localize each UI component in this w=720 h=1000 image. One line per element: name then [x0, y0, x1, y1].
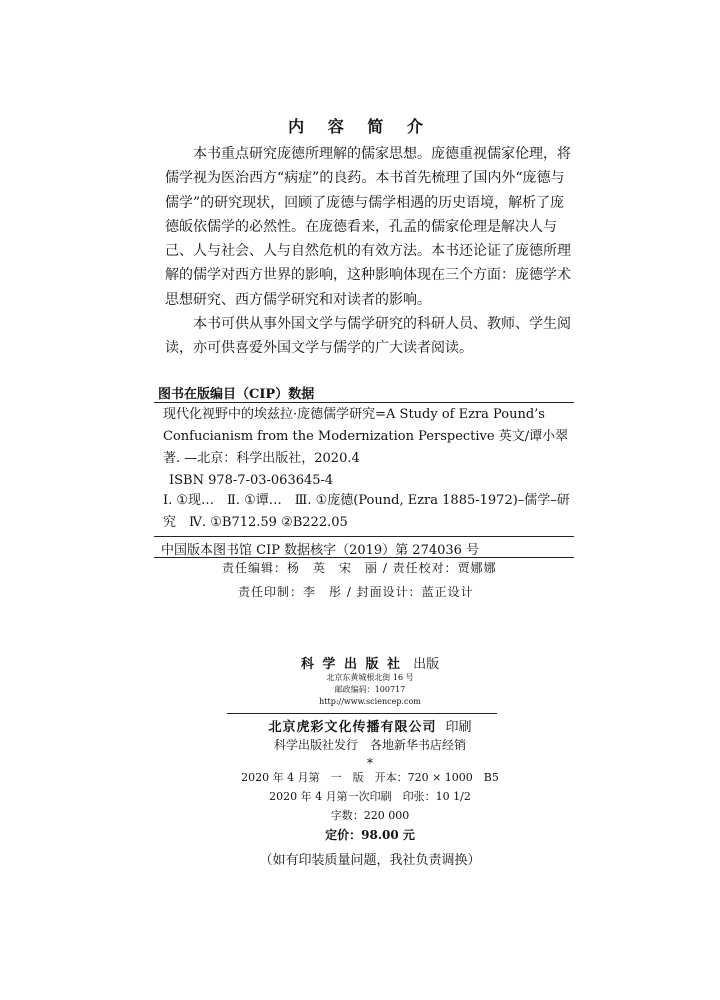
price-label: 定价： [325, 828, 362, 842]
cip-classification: Ⅰ. ①现… Ⅱ. ①谭… Ⅲ. ①庞德(Pound, Ezra 1885-1972)–儒学–研究 Ⅳ. ①B712.59 ②B222.05 [163, 493, 570, 530]
imprint-distribution: 科学出版社发行 各地新华书店经销 [273, 738, 466, 752]
imprint-printing: 2020 年 4 月第一次印刷 印张：10 1/2 [269, 790, 471, 803]
credits-production: 责任印制：李 彤 / 封面设计：蓝正设计 [238, 585, 474, 599]
cip-record: 现代化视野中的埃兹拉·庞德儒学研究=A Study of Ezra Pound’s Confucianism from the Modernization Perspective 英文/谭小翠著. —北京：科学出版社，2020.4 [163, 407, 569, 466]
summary-body [165, 142, 575, 361]
publisher-suffix: 出版 [413, 657, 440, 672]
summary-paragraph-1: 本书重点研究庞德所理解的儒家思想。庞德重视儒家伦理，将儒学视为医治西方“病症”的良药。本书首先梳理了国内外“庞德与儒学”的研究现状，回顾了庞德与儒学相遇的历史语境，解析了庞德皈依儒学的必然性。在庞德看来，孔孟的儒家伦理是解决人与己、人与社会、人与自然危机的有效方法。本书还论证了庞德所理解的儒学对西方世界的影响，这种影响体现在三个方面：庞德学术思想研究、西方儒学研究和对读者的影响。 [165, 146, 571, 308]
summary-paragraph-2: 本书可供从事外国文学与儒学研究的科研人员、教师、学生阅读，亦可供喜爱外国文学与儒学的广大读者阅读。 [165, 316, 571, 357]
cip-bottom-rule [154, 557, 574, 558]
printer-suffix: 印刷 [445, 720, 472, 735]
imprint-edition: 2020 年 4 月第 一 版 开本：720 × 1000 B5 [241, 771, 499, 784]
cip-top-rule [154, 402, 574, 403]
imprint-word-count: 字数：220 000 [330, 809, 410, 822]
summary-title: 内 容 简 介 [288, 117, 432, 136]
publisher-logo: 科 学 出 版 社 [300, 657, 402, 672]
cip-number: 中国版本图书馆 CIP 数据核字（2019）第 274036 号 [161, 543, 480, 558]
imprint-printer [160, 716, 580, 735]
imprint-details [160, 768, 580, 825]
credits-editors: 责任编辑：杨 英 宋 丽 / 责任校对：贾娜娜 [222, 561, 497, 575]
cip-middle-rule [154, 536, 574, 537]
cip-record-block [163, 404, 573, 492]
cip-classification-block [163, 490, 573, 534]
imprint-publisher [160, 653, 580, 672]
publisher-postcode: 邮政编码：100717 [334, 685, 406, 694]
imprint-contact [160, 672, 580, 708]
imprint-notice: （如有印装质量问题，我社负责调换） [259, 853, 481, 868]
cip-isbn: ISBN 978-7-03-063645-4 [169, 473, 334, 488]
cip-heading: 图书在版编目（CIP）数据 [158, 387, 315, 402]
publisher-website: http://www.sciencep.com [319, 697, 421, 706]
publisher-address: 北京东黄城根北街 16 号 [326, 673, 414, 682]
imprint-star: * [367, 756, 373, 770]
imprint-rule [227, 713, 497, 714]
imprint-price [160, 826, 580, 843]
price-value: 98.00 元 [361, 828, 415, 842]
imprint-distribution-block [160, 736, 580, 772]
printer-logo: 北京虎彩文化传播有限公司 [268, 720, 437, 735]
